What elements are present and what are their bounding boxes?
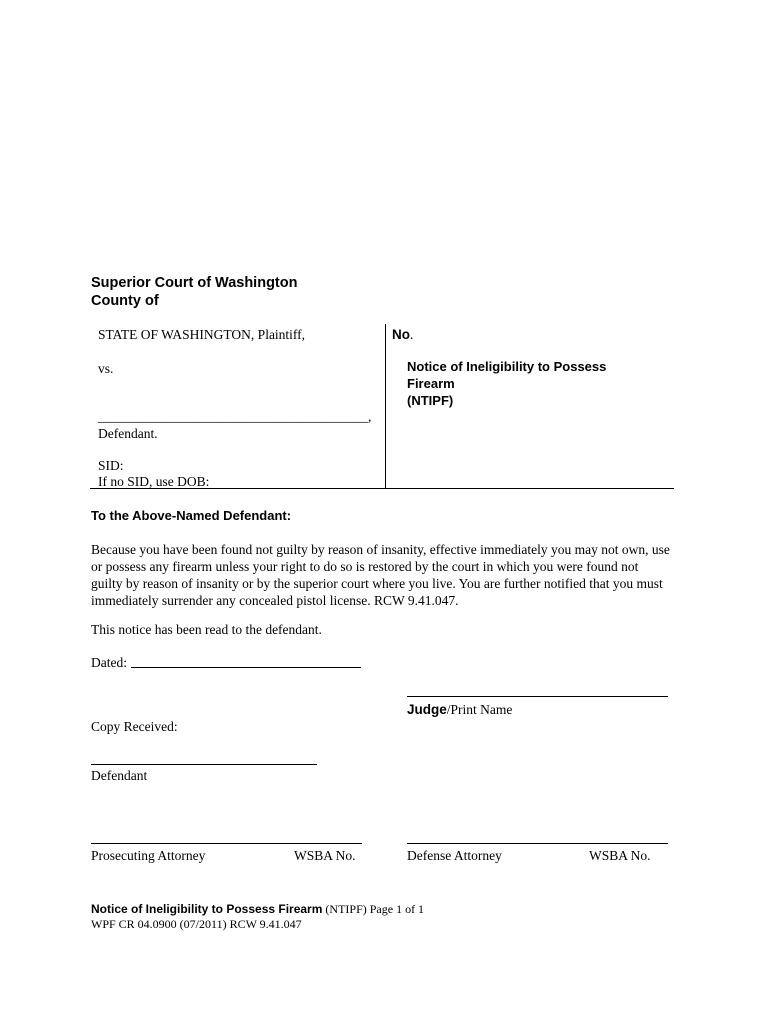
defendant-name-blank: ________________________________________,: [98, 409, 372, 424]
caption-bottom-left-rule: [90, 488, 386, 489]
footer-form-id: WPF CR 04.0900 (07/2011) RCW 9.41.047: [91, 917, 302, 931]
dated-signature-line[interactable]: [131, 667, 361, 668]
case-number-label: No: [392, 327, 410, 342]
document-title-line1: Notice of Ineligibility to Possess: [407, 359, 607, 374]
versus-label: vs.: [98, 361, 114, 376]
plaintiff-line: STATE OF WASHINGTON, Plaintiff,: [98, 327, 306, 342]
prosecuting-attorney-signature-line[interactable]: [91, 843, 362, 844]
dated-label: Dated:: [91, 655, 127, 670]
caption-vertical-divider: [385, 324, 386, 489]
notice-paragraph: [91, 541, 691, 609]
prosecutor-wsba-label: WSBA No.: [294, 848, 356, 863]
defense-attorney-label: Defense Attorney: [407, 848, 502, 863]
defense-attorney-signature-line[interactable]: [407, 843, 668, 844]
document-title-line2: Firearm: [407, 376, 455, 391]
judge-print-name-label: [407, 702, 512, 718]
footer-form-title: Notice of Ineligibility to Possess Firearm: [91, 902, 323, 916]
notice-line-1: Because you have been found not guilty by reason of insanity, effective immediately you may not own, use: [91, 542, 670, 557]
defendant-label: Defendant.: [98, 426, 158, 441]
dob-label: If no SID, use DOB:: [98, 474, 210, 489]
print-name-label: /Print Name: [446, 702, 513, 717]
notice-line-2: or possess any firearm unless your right to do so is restored by the court in which you were found not: [91, 559, 639, 574]
defendant-signature-line[interactable]: [91, 764, 317, 765]
salutation: To the Above-Named Defendant:: [91, 508, 292, 523]
copy-received-label: Copy Received:: [91, 719, 178, 734]
prosecuting-attorney-label: Prosecuting Attorney: [91, 848, 206, 863]
judge-signature-line[interactable]: [407, 696, 668, 697]
defense-wsba-label: WSBA No.: [589, 848, 651, 863]
read-notice-text: This notice has been read to the defendant.: [91, 622, 322, 637]
case-number-period: .: [410, 327, 414, 342]
caption-bottom-right-rule: [385, 488, 674, 489]
notice-line-3: guilty by reason of insanity or by the superior court where you live. You are further notified that you must: [91, 576, 663, 591]
judge-label: Judge: [407, 702, 447, 717]
sid-label: SID:: [98, 458, 124, 473]
document-title-line3: (NTIPF): [407, 393, 454, 408]
footer-page-info: (NTIPF) Page 1 of 1: [322, 902, 425, 916]
case-number-field: [392, 327, 413, 343]
defendant-signature-label: Defendant: [91, 768, 148, 783]
court-name: Superior Court of Washington: [91, 275, 298, 291]
footer-title: [91, 902, 424, 917]
county-label: County of: [91, 293, 159, 309]
notice-line-4: immediately surrender any concealed pistol license. RCW 9.41.047.: [91, 593, 459, 608]
